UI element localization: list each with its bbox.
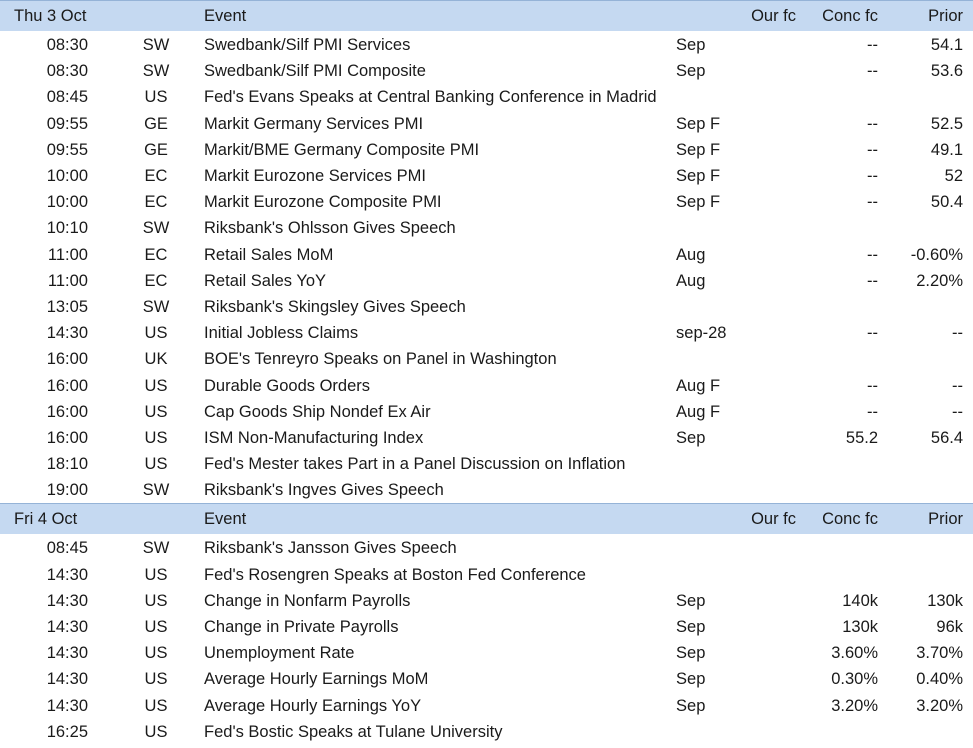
event-name: Fed's Mester takes Part in a Panel Discussion on Inflation [204, 455, 626, 474]
event-name: Initial Jobless Claims [204, 324, 359, 343]
event-time: 14:30 [46, 618, 88, 637]
event-country: GE [144, 140, 168, 159]
event-conc-fc [806, 562, 888, 588]
event-name: Riksbank's Ohlsson Gives Speech [204, 219, 456, 238]
event-our-fc [736, 535, 806, 562]
event-time: 08:45 [46, 88, 88, 107]
event-country: US [144, 618, 168, 637]
prior-column-header: Prior [888, 1, 973, 32]
event-row [0, 84, 973, 110]
event-name: Average Hourly Earnings YoY [204, 696, 422, 715]
event-country: SW [142, 36, 170, 55]
event-time: 14:30 [46, 670, 88, 689]
period-column-header [672, 1, 736, 32]
event-period [672, 719, 736, 745]
event-time: 18:10 [46, 455, 88, 474]
event-time: 14:30 [46, 644, 88, 663]
event-conc-fc: 3.20% [831, 696, 879, 715]
event-prior: 3.20% [916, 696, 964, 715]
event-row [0, 666, 973, 692]
event-conc-fc: -- [867, 62, 879, 81]
event-prior [888, 719, 973, 745]
event-name: Markit Eurozone Services PMI [204, 167, 426, 186]
event-row [0, 111, 973, 137]
event-country: SW [142, 297, 170, 316]
event-name: Markit Eurozone Composite PMI [204, 193, 442, 212]
event-conc-fc: -- [867, 114, 879, 133]
event-prior: -- [952, 324, 964, 343]
event-conc-fc [806, 346, 888, 372]
event-prior: 53.6 [930, 62, 964, 81]
event-country: SW [142, 481, 170, 500]
event-our-fc [736, 477, 806, 504]
event-our-fc [736, 268, 806, 294]
event-prior: 3.70% [916, 644, 964, 663]
event-time: 11:00 [47, 271, 88, 290]
event-time: 13:05 [46, 297, 88, 316]
event-prior: 0.40% [916, 670, 964, 689]
event-prior [888, 477, 973, 504]
event-country: US [144, 591, 168, 610]
event-country: US [144, 88, 168, 107]
event-column-header: Event [192, 1, 672, 32]
event-row [0, 137, 973, 163]
event-conc-fc: -- [867, 402, 879, 421]
event-country: SW [142, 219, 170, 238]
event-time: 08:30 [46, 62, 88, 81]
event-time: 08:30 [46, 36, 88, 55]
event-name: Durable Goods Orders [204, 376, 371, 395]
event-prior: 52.5 [930, 114, 964, 133]
event-name: BOE's Tenreyro Speaks on Panel in Washington [204, 350, 557, 369]
event-country: US [144, 565, 168, 584]
event-conc-fc: -- [867, 376, 879, 395]
event-our-fc [736, 111, 806, 137]
event-period: Sep [676, 62, 706, 81]
event-conc-fc: -- [867, 245, 879, 264]
our-fc-column-header: Our fc [736, 1, 806, 32]
event-conc-fc [806, 477, 888, 504]
event-time: 16:00 [46, 428, 88, 447]
event-prior: 2.20% [916, 271, 964, 290]
event-conc-fc: -- [867, 140, 879, 159]
event-our-fc [736, 562, 806, 588]
event-row [0, 32, 973, 59]
event-period: Aug F [676, 376, 721, 395]
event-period [672, 346, 736, 372]
event-period: Sep [676, 670, 706, 689]
event-row [0, 425, 973, 451]
event-name: Average Hourly Earnings MoM [204, 670, 429, 689]
our-fc-column-header: Our fc [736, 504, 806, 535]
event-name: Change in Nonfarm Payrolls [204, 591, 411, 610]
event-name: Swedbank/Silf PMI Services [204, 36, 411, 55]
event-row [0, 451, 973, 477]
event-period: Aug [676, 271, 706, 290]
event-row [0, 320, 973, 346]
event-period [672, 451, 736, 477]
event-conc-fc: -- [867, 193, 879, 212]
event-conc-fc: -- [867, 36, 879, 55]
event-time: 09:55 [46, 140, 88, 159]
event-period: Sep [676, 591, 706, 610]
event-row [0, 614, 973, 640]
event-country: US [144, 376, 168, 395]
event-name: Markit/BME Germany Composite PMI [204, 140, 480, 159]
event-column-header: Event [192, 504, 672, 535]
event-conc-fc [806, 535, 888, 562]
event-row [0, 242, 973, 268]
event-prior: 50.4 [930, 193, 964, 212]
event-name: ISM Non-Manufacturing Index [204, 428, 424, 447]
event-name: Cap Goods Ship Nondef Ex Air [204, 402, 431, 421]
event-period [672, 535, 736, 562]
event-conc-fc: -- [867, 271, 879, 290]
event-period: Aug F [676, 402, 721, 421]
event-time: 14:30 [46, 696, 88, 715]
event-our-fc [736, 32, 806, 59]
event-time: 16:00 [46, 376, 88, 395]
event-time: 16:00 [46, 402, 88, 421]
event-prior: -- [952, 376, 964, 395]
event-our-fc [736, 320, 806, 346]
day-label: Fri 4 Oct [0, 504, 192, 535]
event-row [0, 346, 973, 372]
event-country: EC [144, 167, 168, 186]
event-our-fc [736, 58, 806, 84]
event-our-fc [736, 137, 806, 163]
event-our-fc [736, 451, 806, 477]
event-prior: 130k [927, 591, 964, 610]
event-period: Sep F [676, 167, 721, 186]
event-time: 16:00 [46, 350, 88, 369]
event-prior: -- [952, 402, 964, 421]
event-prior: 54.1 [930, 36, 964, 55]
event-period: sep-28 [676, 324, 727, 343]
event-row [0, 588, 973, 614]
event-country: US [144, 455, 168, 474]
event-name: Unemployment Rate [204, 644, 355, 663]
event-our-fc [736, 719, 806, 745]
event-name: Fed's Evans Speaks at Central Banking Conference in Madrid [204, 88, 657, 107]
event-conc-fc [806, 84, 888, 110]
conc-fc-column-header: Conc fc [806, 504, 888, 535]
event-our-fc [736, 693, 806, 719]
event-prior [888, 535, 973, 562]
event-country: EC [144, 193, 168, 212]
event-row [0, 189, 973, 215]
event-our-fc [736, 588, 806, 614]
event-our-fc [736, 242, 806, 268]
event-our-fc [736, 640, 806, 666]
day-header-row [0, 504, 973, 535]
event-time: 16:25 [46, 722, 88, 741]
event-our-fc [736, 163, 806, 189]
event-country: US [144, 428, 168, 447]
event-conc-fc: -- [867, 167, 879, 186]
period-column-header [672, 504, 736, 535]
event-conc-fc [806, 451, 888, 477]
event-prior [888, 84, 973, 110]
event-time: 14:30 [46, 591, 88, 610]
event-period: Sep [676, 428, 706, 447]
event-country: US [144, 670, 168, 689]
event-country: US [144, 644, 168, 663]
day-header-row [0, 1, 973, 32]
event-our-fc [736, 425, 806, 451]
event-time: 10:00 [46, 167, 88, 186]
event-our-fc [736, 346, 806, 372]
event-prior: 49.1 [930, 140, 964, 159]
event-time: 19:00 [46, 481, 88, 500]
event-row [0, 372, 973, 398]
event-prior: -0.60% [910, 245, 964, 264]
event-time: 10:10 [46, 219, 88, 238]
event-row [0, 399, 973, 425]
event-prior: 52 [944, 167, 964, 186]
event-period: Sep F [676, 193, 721, 212]
event-name: Riksbank's Skingsley Gives Speech [204, 297, 466, 316]
event-prior [888, 562, 973, 588]
event-country: UK [144, 350, 168, 369]
event-period: Aug [676, 245, 706, 264]
event-country: EC [144, 245, 168, 264]
event-time: 14:30 [46, 565, 88, 584]
event-time: 10:00 [46, 193, 88, 212]
event-row [0, 268, 973, 294]
event-name: Change in Private Payrolls [204, 618, 399, 637]
event-country: GE [144, 114, 168, 133]
event-period: Sep [676, 644, 706, 663]
event-name: Retail Sales YoY [204, 271, 327, 290]
event-conc-fc: 3.60% [831, 644, 879, 663]
event-conc-fc [806, 294, 888, 320]
event-prior [888, 294, 973, 320]
event-conc-fc: 140k [842, 591, 879, 610]
event-our-fc [736, 399, 806, 425]
event-period: Sep [676, 618, 706, 637]
event-conc-fc: 0.30% [831, 670, 879, 689]
event-row [0, 719, 973, 745]
event-prior: 56.4 [930, 428, 964, 447]
event-period [672, 562, 736, 588]
event-time: 11:00 [47, 245, 88, 264]
event-period: Sep [676, 696, 706, 715]
event-prior: 96k [936, 618, 964, 637]
event-name: Riksbank's Jansson Gives Speech [204, 539, 457, 558]
event-country: US [144, 324, 168, 343]
event-name: Fed's Bostic Speaks at Tulane University [204, 722, 503, 741]
event-country: US [144, 402, 168, 421]
event-country: EC [144, 271, 168, 290]
event-row [0, 562, 973, 588]
event-period [672, 477, 736, 504]
day-label: Thu 3 Oct [0, 1, 192, 32]
event-country: SW [142, 539, 170, 558]
event-our-fc [736, 614, 806, 640]
event-row [0, 294, 973, 320]
prior-column-header: Prior [888, 504, 973, 535]
calendar-body [0, 1, 973, 745]
event-name: Retail Sales MoM [204, 245, 334, 264]
event-row [0, 58, 973, 84]
event-our-fc [736, 189, 806, 215]
event-prior [888, 451, 973, 477]
event-period: Sep F [676, 140, 721, 159]
event-period [672, 215, 736, 241]
event-row [0, 640, 973, 666]
conc-fc-column-header: Conc fc [806, 1, 888, 32]
event-period [672, 84, 736, 110]
event-country: US [144, 696, 168, 715]
event-country: SW [142, 62, 170, 81]
event-row [0, 163, 973, 189]
event-time: 08:45 [46, 539, 88, 558]
event-name: Swedbank/Silf PMI Composite [204, 62, 426, 81]
event-name: Riksbank's Ingves Gives Speech [204, 481, 444, 500]
event-our-fc [736, 666, 806, 692]
event-time: 09:55 [46, 114, 88, 133]
event-row [0, 693, 973, 719]
event-name: Fed's Rosengren Speaks at Boston Fed Conference [204, 565, 586, 584]
event-our-fc [736, 215, 806, 241]
event-country: US [144, 722, 168, 741]
event-our-fc [736, 294, 806, 320]
event-row [0, 535, 973, 562]
event-conc-fc: -- [867, 324, 879, 343]
event-conc-fc: 55.2 [845, 428, 879, 447]
event-our-fc [736, 372, 806, 398]
event-our-fc [736, 84, 806, 110]
event-period: Sep [676, 36, 706, 55]
event-time: 14:30 [46, 324, 88, 343]
event-conc-fc [806, 719, 888, 745]
event-prior [888, 346, 973, 372]
event-period [672, 294, 736, 320]
event-conc-fc [806, 215, 888, 241]
event-name: Markit Germany Services PMI [204, 114, 424, 133]
event-prior [888, 215, 973, 241]
event-period: Sep F [676, 114, 721, 133]
event-conc-fc: 130k [842, 618, 879, 637]
event-row [0, 215, 973, 241]
event-row [0, 477, 973, 504]
